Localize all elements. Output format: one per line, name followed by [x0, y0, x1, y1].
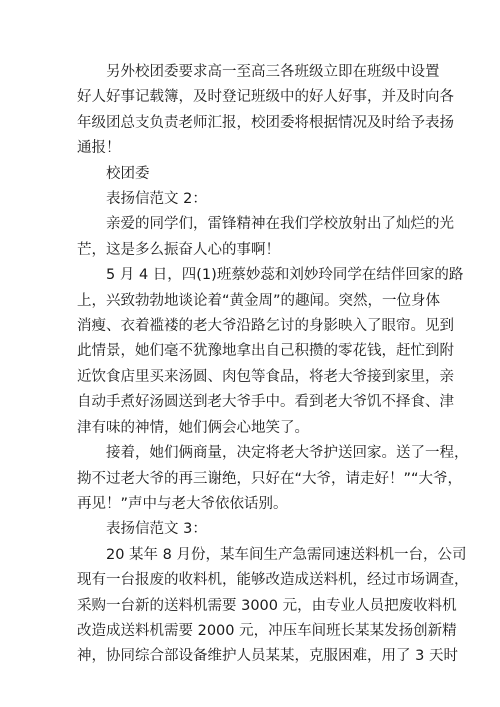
paragraph — [77, 212, 454, 263]
text-line: 神，协同综合部设备维护人员某某，克服困难，用了 3 天时 — [77, 648, 458, 665]
text-line: 20 某年 8 月份，某车间生产急需同速送料机一台，公司 — [106, 546, 467, 563]
paragraph — [77, 263, 464, 441]
text-line: 亲爱的同学们，雷锋精神在我们学校放射出了灿烂的光 — [106, 216, 454, 233]
text-line: 上，兴致勃勃地谈论着“黄金周”的趣闻。突然，一位身体 — [77, 292, 441, 309]
text-line: 改造成送料机需要 2000 元，冲压车间班长某某发扬创新精 — [77, 622, 457, 639]
text-line: 拗不过老大爷的再三谢绝，只好在“大爷，请走好！”“大爷， — [77, 470, 463, 487]
text-line: 表扬信范文 3： — [106, 521, 207, 538]
text-line: 通报！ — [77, 140, 121, 157]
text-line: 再见！”声中与老大爷依依话别。 — [77, 495, 288, 512]
text-line: 校团委 — [106, 165, 150, 182]
text-line: 芒，这是多么振奋人心的事啊！ — [77, 241, 280, 258]
text-line: 现有一台报废的收料机，能够改造成送料机，经过市场调查， — [77, 572, 469, 589]
text-line: 自动手煮好汤圆送到老大爷手中。看到老大爷饥不择食、津 — [77, 394, 454, 411]
paragraph — [77, 543, 469, 670]
document-body — [77, 60, 469, 670]
paragraph — [77, 187, 427, 212]
text-line: 津有味的神情，她们俩会心地笑了。 — [77, 419, 309, 436]
text-line: 另外校团委要求高一至高三各班级立即在班级中设置 — [106, 64, 440, 80]
paragraph — [77, 441, 469, 517]
text-line: 表扬信范文 2： — [106, 191, 207, 208]
paragraph — [77, 517, 427, 542]
text-line: 近饮食店里买来汤圆、肉包等食品，将老大爷接到家里，亲 — [77, 368, 454, 385]
paragraph — [77, 162, 427, 187]
text-line: 年级团总支负责老师汇报，校团委将根据情况及时给予表扬 — [77, 114, 454, 131]
text-line: 好人好事记载簿，及时登记班级中的好人好事，并及时向各 — [77, 89, 454, 106]
text-line: 5 月 4 日，四(1)班蔡妙蕊和刘妙玲同学在结伴回家的路 — [106, 267, 464, 284]
text-line: 采购一台新的送料机需要 3000 元，由专业人员把废收料机 — [77, 597, 457, 614]
text-line: 此情景，她们毫不犹豫地拿出自己积攒的零花钱，赶忙到附 — [77, 343, 454, 360]
text-line: 消瘦、衣着褴褛的老大爷沿路乞讨的身影映入了眼帘。见到 — [77, 318, 454, 335]
paragraph — [77, 60, 454, 162]
text-line: 接着，她们俩商量，决定将老大爷护送回家。送了一程， — [106, 445, 469, 462]
